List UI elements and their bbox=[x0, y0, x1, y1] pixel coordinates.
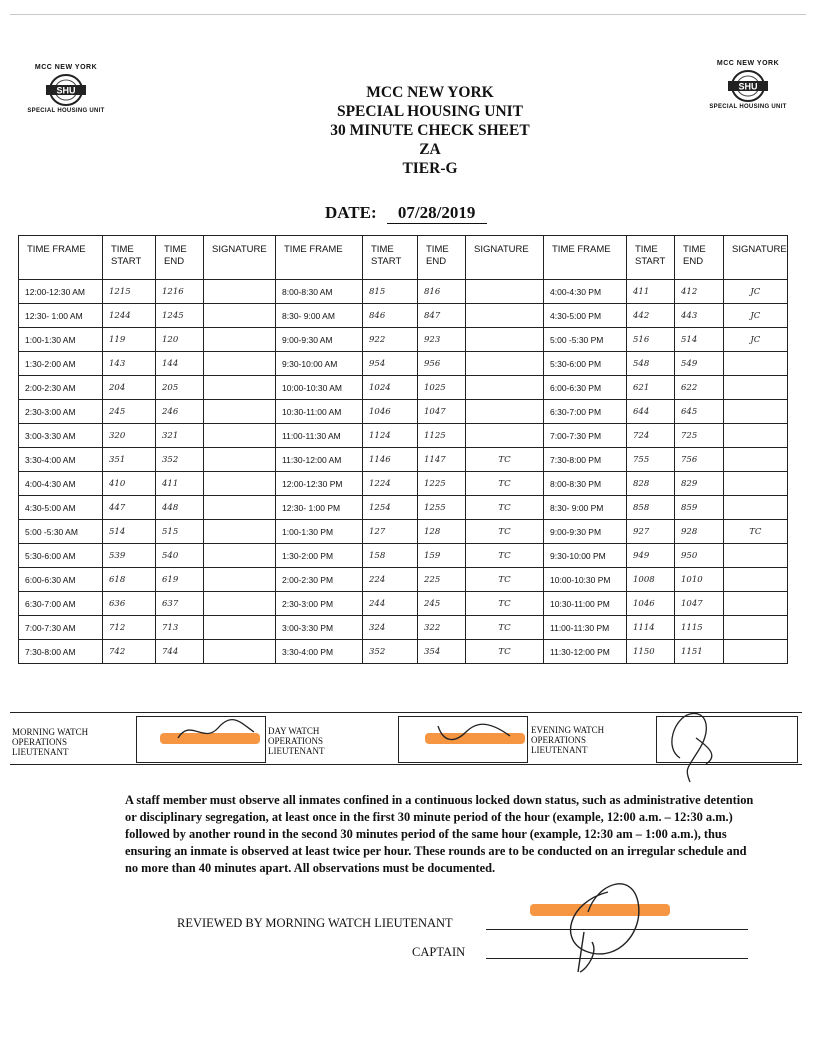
table-row bbox=[19, 400, 788, 424]
logo-left-name: MCC NEW YORK bbox=[34, 64, 98, 71]
cell-time-start: 204 bbox=[103, 376, 156, 400]
cell-signature: JC bbox=[724, 280, 788, 304]
cell-time-frame: 7:30-8:00 AM bbox=[19, 640, 103, 664]
cell-time-end: 950 bbox=[675, 544, 724, 568]
header-time-end: TIME END bbox=[156, 236, 204, 280]
cell-signature: TC bbox=[466, 616, 544, 640]
cell-signature bbox=[204, 472, 276, 496]
table-row bbox=[19, 640, 788, 664]
cell-signature bbox=[724, 472, 788, 496]
cell-time-start: 1224 bbox=[363, 472, 418, 496]
cell-time-start: 1046 bbox=[363, 400, 418, 424]
table-row bbox=[19, 496, 788, 520]
cell-time-start: 828 bbox=[627, 472, 675, 496]
logo-right-name: MCC NEW YORK bbox=[716, 60, 780, 67]
cell-time-start: 411 bbox=[627, 280, 675, 304]
cell-time-end: 645 bbox=[675, 400, 724, 424]
page-top-rule bbox=[10, 14, 806, 15]
cell-signature bbox=[466, 328, 544, 352]
cell-signature bbox=[466, 424, 544, 448]
cell-signature bbox=[466, 376, 544, 400]
cell-time-frame: 12:00-12:30 PM bbox=[276, 472, 363, 496]
cell-time-start: 1024 bbox=[363, 376, 418, 400]
table-row bbox=[19, 472, 788, 496]
table-row bbox=[19, 352, 788, 376]
day-watch-label: DAY WATCH OPERATIONS LIEUTENANT bbox=[268, 726, 325, 756]
cell-time-start: 539 bbox=[103, 544, 156, 568]
cell-time-frame: 9:00-9:30 PM bbox=[544, 520, 627, 544]
date-label: DATE: bbox=[325, 203, 377, 222]
cell-signature bbox=[204, 496, 276, 520]
shu-emblem-icon bbox=[726, 69, 770, 103]
morning-signature-scribble bbox=[170, 716, 260, 746]
table-row bbox=[19, 544, 788, 568]
header-time-end: TIME END bbox=[418, 236, 466, 280]
cell-time-end: 352 bbox=[156, 448, 204, 472]
cell-time-start: 351 bbox=[103, 448, 156, 472]
cell-time-end: 713 bbox=[156, 616, 204, 640]
cell-time-end: 1047 bbox=[418, 400, 466, 424]
cell-time-frame: 2:30-3:00 AM bbox=[19, 400, 103, 424]
cell-signature: TC bbox=[466, 520, 544, 544]
cell-time-end: 816 bbox=[418, 280, 466, 304]
title-line-5: TIER-G bbox=[402, 160, 458, 177]
cell-time-start: 712 bbox=[103, 616, 156, 640]
cell-signature bbox=[204, 352, 276, 376]
date-value: 07/28/2019 bbox=[387, 203, 487, 224]
header-time-frame: TIME FRAME bbox=[276, 236, 363, 280]
cell-signature bbox=[204, 616, 276, 640]
cell-time-frame: 7:30-8:00 PM bbox=[544, 448, 627, 472]
cell-time-frame: 1:00-1:30 PM bbox=[276, 520, 363, 544]
cell-signature bbox=[724, 352, 788, 376]
cell-time-end: 622 bbox=[675, 376, 724, 400]
cell-signature bbox=[724, 448, 788, 472]
cell-time-frame: 6:30-7:00 PM bbox=[544, 400, 627, 424]
cell-time-frame: 7:00-7:30 AM bbox=[19, 616, 103, 640]
cell-signature bbox=[204, 568, 276, 592]
cell-time-end: 443 bbox=[675, 304, 724, 328]
table-row bbox=[19, 520, 788, 544]
cell-time-end: 245 bbox=[418, 592, 466, 616]
table-row bbox=[19, 304, 788, 328]
cell-time-end: 128 bbox=[418, 520, 466, 544]
cell-signature: JC bbox=[724, 328, 788, 352]
cell-time-start: 516 bbox=[627, 328, 675, 352]
cell-time-frame: 10:00-10:30 AM bbox=[276, 376, 363, 400]
cell-time-start: 621 bbox=[627, 376, 675, 400]
cell-time-end: 1216 bbox=[156, 280, 204, 304]
cell-signature bbox=[204, 328, 276, 352]
cell-time-start: 1124 bbox=[363, 424, 418, 448]
shu-emblem-text: SHU bbox=[56, 85, 76, 96]
table-header-row bbox=[19, 236, 788, 280]
cell-time-start: 949 bbox=[627, 544, 675, 568]
cell-time-end: 321 bbox=[156, 424, 204, 448]
cell-time-end: 744 bbox=[156, 640, 204, 664]
cell-time-end: 928 bbox=[675, 520, 724, 544]
cell-time-start: 742 bbox=[103, 640, 156, 664]
cell-time-start: 244 bbox=[363, 592, 418, 616]
cell-signature bbox=[724, 544, 788, 568]
cell-time-frame: 6:30-7:00 AM bbox=[19, 592, 103, 616]
captain-label: CAPTAIN bbox=[412, 945, 466, 959]
cell-time-end: 1115 bbox=[675, 616, 724, 640]
cell-signature: TC bbox=[466, 544, 544, 568]
header-time-end: TIME END bbox=[675, 236, 724, 280]
cell-signature bbox=[204, 520, 276, 544]
cell-time-end: 1245 bbox=[156, 304, 204, 328]
logo-right bbox=[698, 60, 798, 110]
cell-time-start: 119 bbox=[103, 328, 156, 352]
cell-signature bbox=[204, 448, 276, 472]
cell-time-end: 354 bbox=[418, 640, 466, 664]
cell-time-end: 246 bbox=[156, 400, 204, 424]
cell-time-end: 514 bbox=[675, 328, 724, 352]
cell-time-start: 324 bbox=[363, 616, 418, 640]
cell-time-end: 847 bbox=[418, 304, 466, 328]
title-line-4: ZA bbox=[419, 141, 441, 158]
cell-signature bbox=[466, 352, 544, 376]
cell-time-end: 540 bbox=[156, 544, 204, 568]
cell-time-end: 515 bbox=[156, 520, 204, 544]
cell-time-frame: 5:00 -5:30 AM bbox=[19, 520, 103, 544]
cell-time-start: 514 bbox=[103, 520, 156, 544]
cell-time-frame: 9:30-10:00 PM bbox=[544, 544, 627, 568]
cell-time-start: 158 bbox=[363, 544, 418, 568]
header-signature: SIGNATURE bbox=[466, 236, 544, 280]
cell-time-end: 725 bbox=[675, 424, 724, 448]
cell-time-end: 1047 bbox=[675, 592, 724, 616]
cell-signature bbox=[204, 304, 276, 328]
cell-time-frame: 8:00-8:30 AM bbox=[276, 280, 363, 304]
cell-time-start: 1146 bbox=[363, 448, 418, 472]
cell-time-end: 225 bbox=[418, 568, 466, 592]
cell-time-start: 1244 bbox=[103, 304, 156, 328]
cell-time-end: 1147 bbox=[418, 448, 466, 472]
cell-time-start: 644 bbox=[627, 400, 675, 424]
cell-time-start: 1254 bbox=[363, 496, 418, 520]
cell-time-frame: 11:30-12:00 AM bbox=[276, 448, 363, 472]
cell-time-end: 923 bbox=[418, 328, 466, 352]
shu-emblem-icon bbox=[44, 73, 88, 107]
cell-time-frame: 11:00-11:30 PM bbox=[544, 616, 627, 640]
cell-signature bbox=[724, 376, 788, 400]
cell-time-frame: 3:30-4:00 AM bbox=[19, 448, 103, 472]
cell-time-start: 442 bbox=[627, 304, 675, 328]
cell-time-end: 1125 bbox=[418, 424, 466, 448]
cell-time-frame: 8:30- 9:00 PM bbox=[544, 496, 627, 520]
table-row bbox=[19, 448, 788, 472]
cell-time-frame: 4:00-4:30 PM bbox=[544, 280, 627, 304]
cell-time-frame: 4:30-5:00 PM bbox=[544, 304, 627, 328]
cell-signature bbox=[466, 304, 544, 328]
cell-time-frame: 10:30-11:00 PM bbox=[544, 592, 627, 616]
cell-time-end: 1255 bbox=[418, 496, 466, 520]
cell-time-frame: 8:30- 9:00 AM bbox=[276, 304, 363, 328]
cell-time-start: 927 bbox=[627, 520, 675, 544]
cell-time-end: 120 bbox=[156, 328, 204, 352]
cell-time-frame: 9:00-9:30 AM bbox=[276, 328, 363, 352]
cell-time-end: 1225 bbox=[418, 472, 466, 496]
cell-time-end: 956 bbox=[418, 352, 466, 376]
table-row bbox=[19, 280, 788, 304]
cell-signature bbox=[204, 424, 276, 448]
cell-signature bbox=[204, 400, 276, 424]
cell-time-frame: 1:00-1:30 AM bbox=[19, 328, 103, 352]
cell-signature: TC bbox=[466, 592, 544, 616]
cell-time-frame: 2:00-2:30 PM bbox=[276, 568, 363, 592]
cell-time-frame: 12:00-12:30 AM bbox=[19, 280, 103, 304]
cell-time-end: 159 bbox=[418, 544, 466, 568]
cell-time-end: 859 bbox=[675, 496, 724, 520]
cell-time-frame: 11:30-12:00 PM bbox=[544, 640, 627, 664]
cell-time-frame: 10:30-11:00 AM bbox=[276, 400, 363, 424]
cell-time-start: 548 bbox=[627, 352, 675, 376]
cell-time-frame: 11:00-11:30 AM bbox=[276, 424, 363, 448]
cell-time-end: 205 bbox=[156, 376, 204, 400]
cell-signature bbox=[724, 496, 788, 520]
cell-time-frame: 9:30-10:00 AM bbox=[276, 352, 363, 376]
cell-signature bbox=[724, 592, 788, 616]
title-line-2: SPECIAL HOUSING UNIT bbox=[336, 103, 524, 120]
cell-time-start: 922 bbox=[363, 328, 418, 352]
cell-time-start: 724 bbox=[627, 424, 675, 448]
table-row bbox=[19, 424, 788, 448]
cell-time-frame: 4:00-4:30 AM bbox=[19, 472, 103, 496]
cell-time-frame: 1:30-2:00 AM bbox=[19, 352, 103, 376]
cell-signature bbox=[204, 544, 276, 568]
cell-time-frame: 4:30-5:00 AM bbox=[19, 496, 103, 520]
cell-time-end: 756 bbox=[675, 448, 724, 472]
logo-right-unit: SPECIAL HOUSING UNIT bbox=[709, 104, 787, 110]
header-time-frame: TIME FRAME bbox=[19, 236, 103, 280]
logo-left-unit: SPECIAL HOUSING UNIT bbox=[27, 108, 105, 114]
evening-signature-scribble bbox=[660, 708, 730, 788]
cell-time-start: 1150 bbox=[627, 640, 675, 664]
cell-time-start: 846 bbox=[363, 304, 418, 328]
cell-time-start: 352 bbox=[363, 640, 418, 664]
table-row bbox=[19, 616, 788, 640]
cell-signature bbox=[204, 640, 276, 664]
cell-time-frame: 8:00-8:30 PM bbox=[544, 472, 627, 496]
cell-time-start: 636 bbox=[103, 592, 156, 616]
header-time-start: TIME START bbox=[103, 236, 156, 280]
shu-emblem-text: SHU bbox=[738, 81, 758, 92]
cell-time-end: 144 bbox=[156, 352, 204, 376]
cell-time-start: 858 bbox=[627, 496, 675, 520]
cell-signature: TC bbox=[466, 640, 544, 664]
cell-time-end: 322 bbox=[418, 616, 466, 640]
date-field bbox=[325, 203, 487, 224]
sheet-title bbox=[250, 83, 610, 178]
cell-time-frame: 1:30-2:00 PM bbox=[276, 544, 363, 568]
cell-time-frame: 10:00-10:30 PM bbox=[544, 568, 627, 592]
reviewed-by-label: REVIEWED BY MORNING WATCH LIEUTENANT bbox=[177, 916, 453, 930]
cell-time-end: 619 bbox=[156, 568, 204, 592]
header-signature: SIGNATURE bbox=[724, 236, 788, 280]
cell-time-start: 224 bbox=[363, 568, 418, 592]
logo-left bbox=[16, 64, 116, 114]
cell-time-frame: 5:30-6:00 PM bbox=[544, 352, 627, 376]
cell-signature bbox=[724, 616, 788, 640]
cell-time-frame: 5:00 -5:30 PM bbox=[544, 328, 627, 352]
evening-watch-label: EVENING WATCH OPERATIONS LIEUTENANT bbox=[531, 725, 605, 755]
table-row bbox=[19, 376, 788, 400]
cell-signature bbox=[204, 592, 276, 616]
cell-signature bbox=[724, 400, 788, 424]
cell-signature: TC bbox=[466, 496, 544, 520]
cell-signature bbox=[204, 376, 276, 400]
morning-watch-label: MORNING WATCH OPERATIONS LIEUTENANT bbox=[12, 727, 89, 757]
cell-time-start: 755 bbox=[627, 448, 675, 472]
cell-time-frame: 2:00-2:30 AM bbox=[19, 376, 103, 400]
cell-signature: TC bbox=[466, 472, 544, 496]
cell-time-start: 127 bbox=[363, 520, 418, 544]
header-signature: SIGNATURE bbox=[204, 236, 276, 280]
cell-time-start: 1008 bbox=[627, 568, 675, 592]
cell-time-frame: 5:30-6:00 AM bbox=[19, 544, 103, 568]
cell-time-end: 1151 bbox=[675, 640, 724, 664]
cell-signature: JC bbox=[724, 304, 788, 328]
header-time-start: TIME START bbox=[363, 236, 418, 280]
header-time-frame: TIME FRAME bbox=[544, 236, 627, 280]
cell-time-end: 1025 bbox=[418, 376, 466, 400]
cell-time-frame: 7:00-7:30 PM bbox=[544, 424, 627, 448]
cell-time-start: 1215 bbox=[103, 280, 156, 304]
cell-time-frame: 6:00-6:30 PM bbox=[544, 376, 627, 400]
cell-time-frame: 3:00-3:30 AM bbox=[19, 424, 103, 448]
cell-time-frame: 3:30-4:00 PM bbox=[276, 640, 363, 664]
cell-time-start: 245 bbox=[103, 400, 156, 424]
header-time-start: TIME START bbox=[627, 236, 675, 280]
cell-signature: TC bbox=[466, 568, 544, 592]
cell-time-start: 320 bbox=[103, 424, 156, 448]
cell-time-start: 954 bbox=[363, 352, 418, 376]
cell-signature: TC bbox=[724, 520, 788, 544]
cell-time-start: 447 bbox=[103, 496, 156, 520]
cell-time-frame: 12:30- 1:00 AM bbox=[19, 304, 103, 328]
cell-time-end: 549 bbox=[675, 352, 724, 376]
title-line-3: 30 MINUTE CHECK SHEET bbox=[330, 122, 530, 139]
cell-time-end: 1010 bbox=[675, 568, 724, 592]
cell-time-start: 618 bbox=[103, 568, 156, 592]
cell-signature bbox=[204, 280, 276, 304]
cell-time-start: 815 bbox=[363, 280, 418, 304]
instructions-paragraph: A staff member must observe all inmates confined in a continuous locked down status, such as administrative detention or disciplinary segregation, at least once in the first 30 minute period of the hour (example, 12:00 a.m. – 12:30 a.m.) followed by another round in the second 30 minutes period of the same hour (example, 12:30 am – 1:00 a.m.), thus ensuring an inmate is observed at least twice per hour. These rounds are to be conducted on an irregular schedule and no more than 40 minutes apart. All observations must be documented. bbox=[125, 793, 754, 875]
check-table bbox=[18, 235, 788, 664]
cell-time-frame: 3:00-3:30 PM bbox=[276, 616, 363, 640]
cell-time-start: 410 bbox=[103, 472, 156, 496]
cell-time-start: 1046 bbox=[627, 592, 675, 616]
table-row bbox=[19, 568, 788, 592]
cell-time-start: 1114 bbox=[627, 616, 675, 640]
cell-time-start: 143 bbox=[103, 352, 156, 376]
cell-signature bbox=[724, 568, 788, 592]
cell-time-frame: 12:30- 1:00 PM bbox=[276, 496, 363, 520]
captain-signature-scribble bbox=[548, 872, 668, 982]
table-row bbox=[19, 328, 788, 352]
cell-signature bbox=[466, 280, 544, 304]
cell-time-end: 411 bbox=[156, 472, 204, 496]
cell-time-frame: 2:30-3:00 PM bbox=[276, 592, 363, 616]
cell-time-end: 829 bbox=[675, 472, 724, 496]
cell-signature bbox=[466, 400, 544, 424]
cell-signature: TC bbox=[466, 448, 544, 472]
cell-signature bbox=[724, 640, 788, 664]
cell-time-end: 412 bbox=[675, 280, 724, 304]
title-line-1: MCC NEW YORK bbox=[366, 84, 494, 101]
cell-time-frame: 6:00-6:30 AM bbox=[19, 568, 103, 592]
cell-time-end: 637 bbox=[156, 592, 204, 616]
day-signature-scribble bbox=[430, 716, 520, 746]
table-row bbox=[19, 592, 788, 616]
cell-time-end: 448 bbox=[156, 496, 204, 520]
cell-signature bbox=[724, 424, 788, 448]
